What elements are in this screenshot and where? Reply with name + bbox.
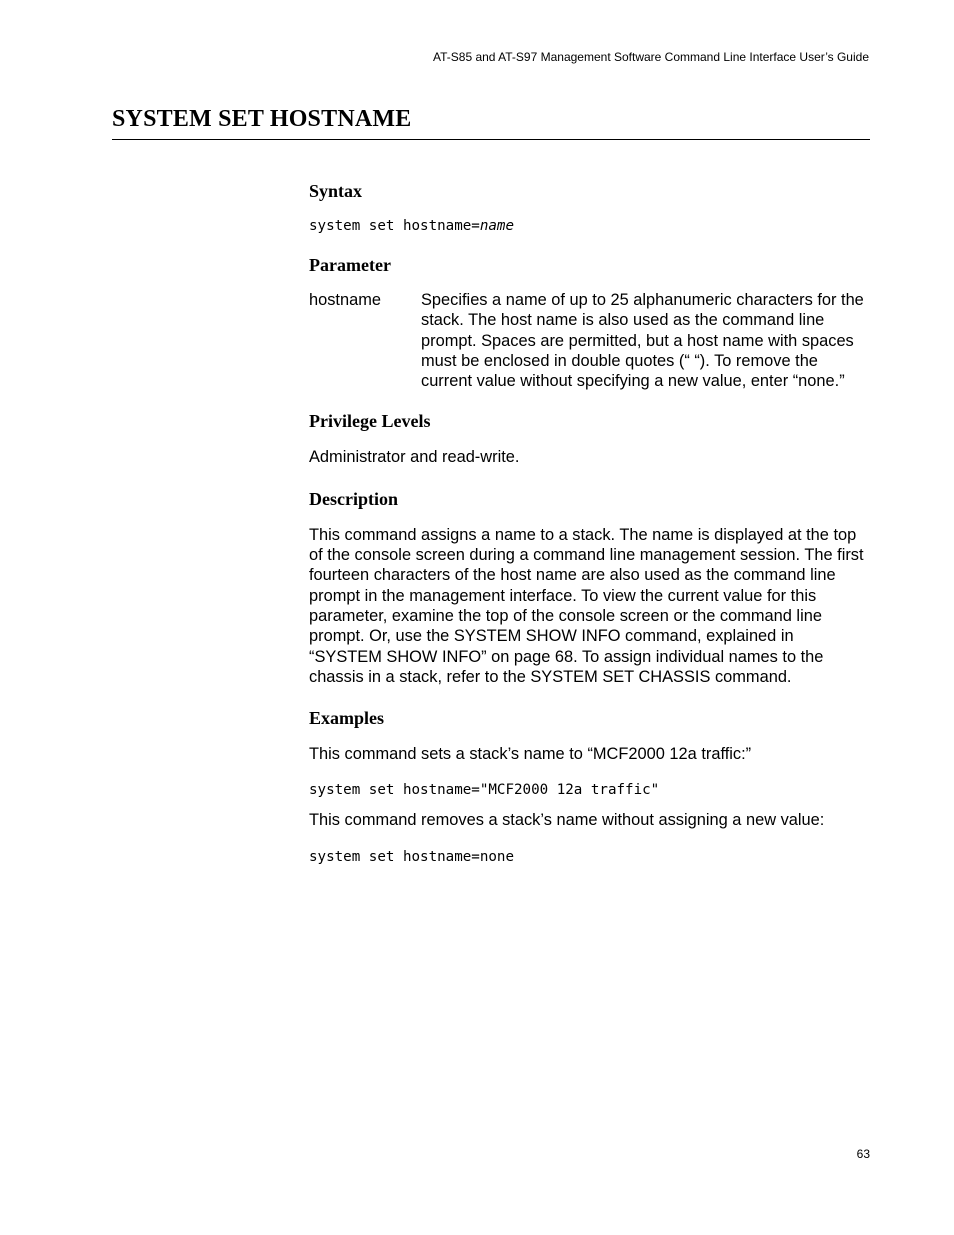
syntax-section — [309, 180, 869, 235]
description-heading: Description — [309, 488, 398, 509]
privilege-heading: Privilege Levels — [309, 411, 431, 432]
parameter-section — [309, 254, 869, 391]
parameter-name: hostname — [309, 291, 381, 309]
examples-section — [309, 707, 869, 866]
parameter-heading: Parameter — [309, 255, 391, 275]
syntax-code — [309, 217, 869, 235]
running-header: AT-S85 and AT-S97 Management Software Command Line Interface User’s Guide — [432, 50, 869, 64]
syntax-code-param: name — [479, 218, 515, 234]
example-intro-2: This command removes a stack’s name without assigning a new value: — [309, 811, 825, 830]
page-number: 63 — [856, 1147, 870, 1161]
syntax-code-prefix: system set hostname= — [309, 218, 480, 234]
page-title: SYSTEM SET HOSTNAME — [112, 106, 412, 132]
title-rule — [112, 139, 870, 140]
example-code-1: system set hostname="MCF2000 12a traffic" — [309, 782, 660, 799]
examples-heading: Examples — [309, 708, 385, 729]
description-section — [309, 488, 869, 687]
privilege-section — [309, 410, 869, 467]
description-text: This command assigns a name to a stack. The name is displayed at the top of the console screen during a command line management session. The first fourteen characters of the host name are also used as the command line prompt in the management interface. To view the current value for this parameter, examine the top of the console screen or the command line prompt. Or, use the SYSTEM SHOW INFO command, explained in “SYSTEM SHOW INFO” on page 68. To assign individual names to the chassis in a stack, refer to the SYSTEM SET CHASSIS command. — [309, 525, 864, 686]
example-code-2: system set hostname=none — [309, 848, 514, 865]
main-content — [309, 180, 869, 866]
privilege-text: Administrator and read-write. — [309, 448, 520, 467]
parameter-description: Specifies a name of up to 25 alphanumeric characters for the stack. The host name is also used as the command line prompt. Spaces are permitted, but a host name with spaces must be enclosed in double quotes (“ “). To remove the current value without specifying a new value, enter “none.” — [421, 291, 864, 391]
example-intro-1: This command sets a stack’s name to “MCF2000 12a traffic:” — [309, 745, 752, 764]
syntax-heading: Syntax — [309, 181, 363, 201]
parameter-row — [309, 290, 869, 391]
